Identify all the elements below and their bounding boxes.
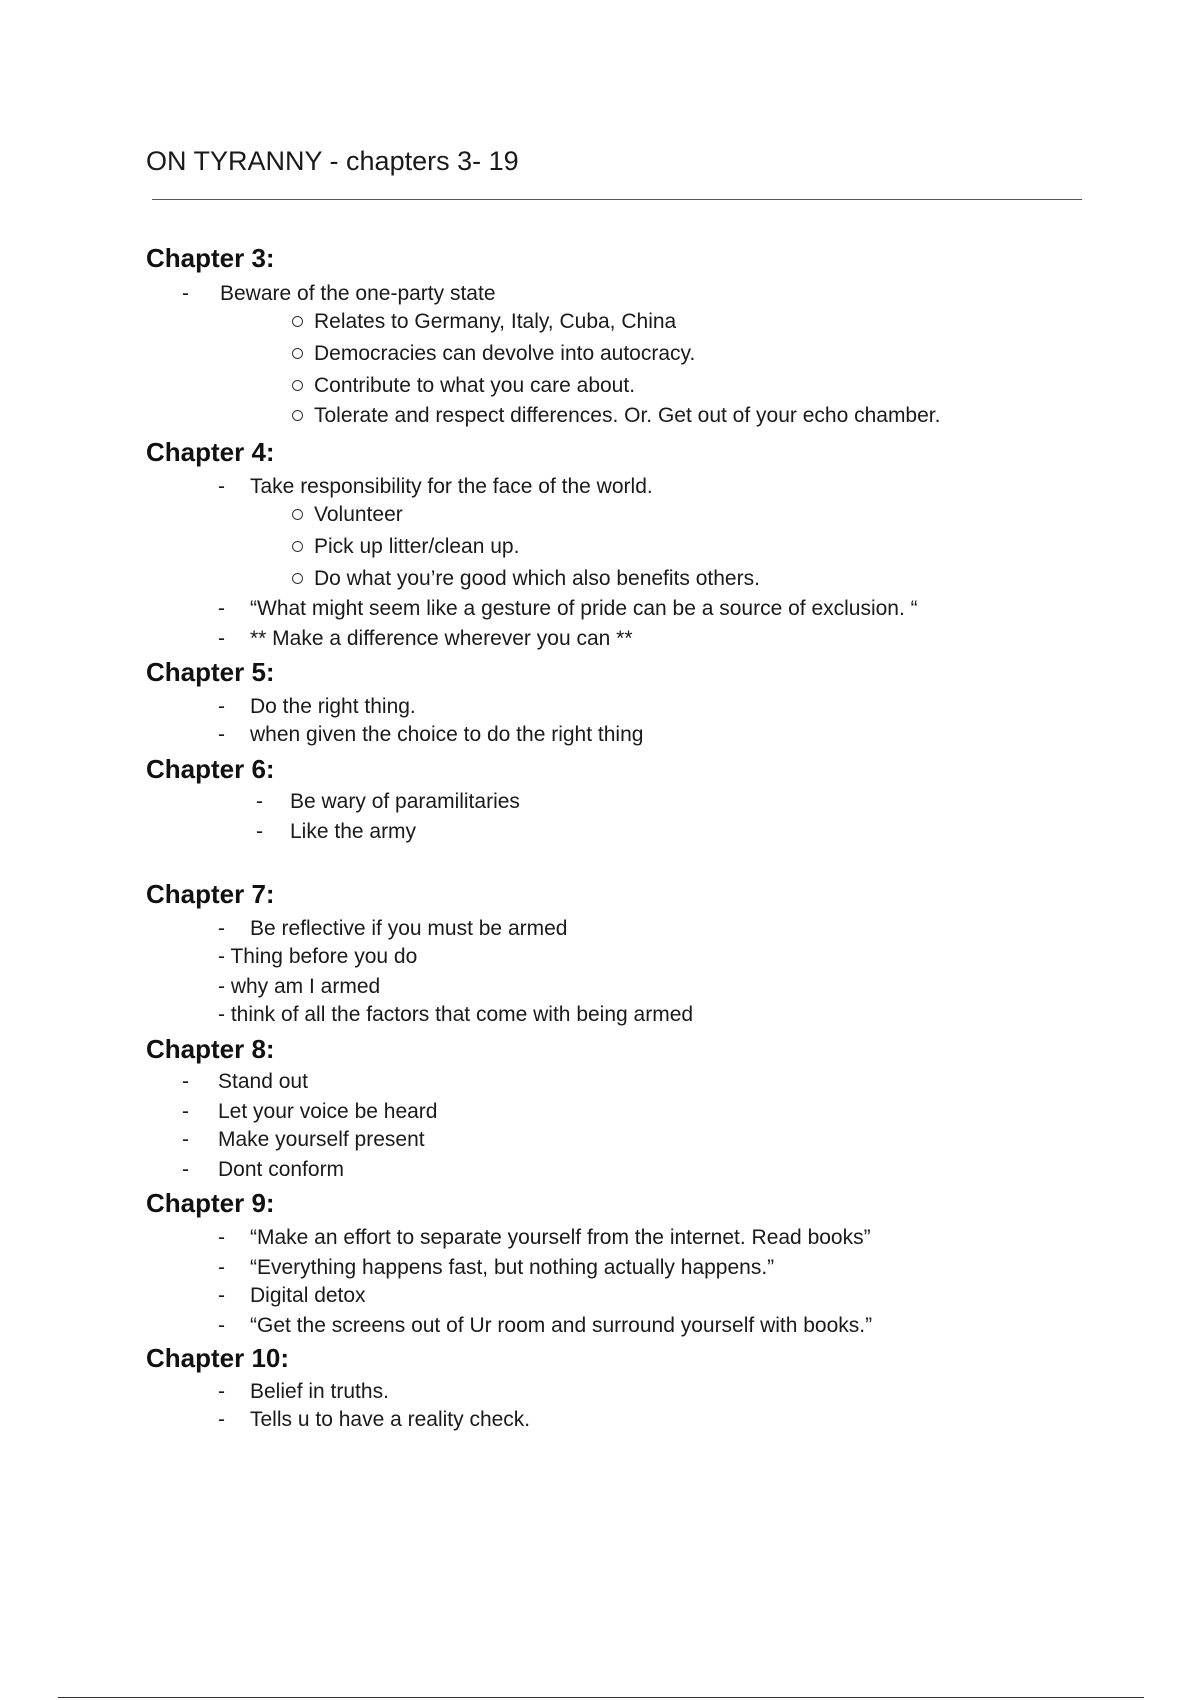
circle-bullet-icon — [292, 573, 303, 584]
list-item-text: “Make an effort to separate yourself from the internet. Read books” — [250, 1226, 871, 1249]
circle-bullet-icon — [292, 348, 303, 359]
list-item-text: “Get the screens out of Ur room and surround yourself with books.” — [250, 1314, 873, 1337]
dash-marker: - — [256, 790, 263, 813]
list-item-text: “Everything happens fast, but nothing actually happens.” — [250, 1256, 775, 1279]
list-item-text: Tells u to have a reality check. — [250, 1408, 531, 1431]
dash-marker: - — [182, 1128, 189, 1151]
circle-bullet-icon — [292, 380, 303, 391]
circle-bullet-icon — [292, 509, 303, 520]
chapter-5-heading: Chapter 5: — [146, 657, 275, 687]
dash-marker: - — [256, 820, 263, 843]
dash-marker: - — [218, 475, 225, 498]
list-item-text: Beware of the one-party state — [220, 282, 496, 305]
dash-marker: - — [218, 1408, 225, 1431]
dash-marker: - — [218, 627, 225, 650]
note-line: - why am I armed — [218, 975, 381, 998]
page-title: ON TYRANNY - chapters 3- 19 — [146, 146, 519, 176]
circle-bullet-icon — [292, 541, 303, 552]
sub-list-item-text: Pick up litter/clean up. — [314, 535, 520, 558]
dash-marker: - — [182, 1100, 189, 1123]
dash-marker: - — [218, 1256, 225, 1279]
list-item-text: “What might seem like a gesture of pride can be a source of exclusion. “ — [250, 597, 918, 620]
dash-marker: - — [218, 695, 225, 718]
footer-divider — [58, 1697, 1144, 1698]
list-item-text: Let your voice be heard — [218, 1100, 438, 1123]
sub-list-item-text: Relates to Germany, Italy, Cuba, China — [314, 310, 677, 333]
sub-list-item-text: Volunteer — [314, 503, 403, 526]
sub-list-item-text: Do what you’re good which also benefits others. — [314, 567, 760, 590]
dash-marker: - — [218, 597, 225, 620]
dash-marker: - — [218, 723, 225, 746]
dash-marker: - — [218, 917, 225, 940]
list-item-text: Be wary of paramilitaries — [290, 790, 520, 813]
chapter-3-heading: Chapter 3: — [146, 243, 275, 273]
dash-marker: - — [218, 1380, 225, 1403]
dash-marker: - — [182, 282, 189, 305]
list-item-text: Make yourself present — [218, 1128, 425, 1151]
dash-marker: - — [182, 1070, 189, 1093]
chapter-8-heading: Chapter 8: — [146, 1034, 275, 1064]
list-item-text: Do the right thing. — [250, 695, 416, 718]
title-divider — [152, 199, 1082, 200]
dash-marker: - — [218, 1314, 225, 1337]
chapter-4-heading: Chapter 4: — [146, 437, 275, 467]
chapter-9-heading: Chapter 9: — [146, 1188, 275, 1218]
list-item-text: Dont conform — [218, 1158, 345, 1181]
chapter-7-heading: Chapter 7: — [146, 879, 275, 909]
dash-marker: - — [182, 1158, 189, 1181]
list-item-text: when given the choice to do the right thing — [250, 723, 644, 746]
dash-marker: - — [218, 1284, 225, 1307]
list-item-text: Digital detox — [250, 1284, 366, 1307]
sub-list-item-text: Contribute to what you care about. — [314, 374, 636, 397]
sub-list-item-text: Democracies can devolve into autocracy. — [314, 342, 696, 365]
list-item-text: Stand out — [218, 1070, 308, 1093]
list-item-text: Belief in truths. — [250, 1380, 389, 1403]
dash-marker: - — [218, 1226, 225, 1249]
note-line: - think of all the factors that come with being armed — [218, 1003, 694, 1026]
sub-list-item-text: Tolerate and respect differences. Or. Get out of your echo chamber. — [314, 404, 941, 427]
chapter-6-heading: Chapter 6: — [146, 754, 275, 784]
chapter-10-heading: Chapter 10: — [146, 1343, 290, 1373]
note-line: - Thing before you do — [218, 945, 418, 968]
list-item-text: ** Make a difference wherever you can ** — [250, 627, 633, 650]
list-item-text: Like the army — [290, 820, 417, 843]
circle-bullet-icon — [292, 410, 303, 421]
list-item-text: Take responsibility for the face of the world. — [250, 475, 653, 498]
list-item-text: Be reflective if you must be armed — [250, 917, 568, 940]
circle-bullet-icon — [292, 316, 303, 327]
